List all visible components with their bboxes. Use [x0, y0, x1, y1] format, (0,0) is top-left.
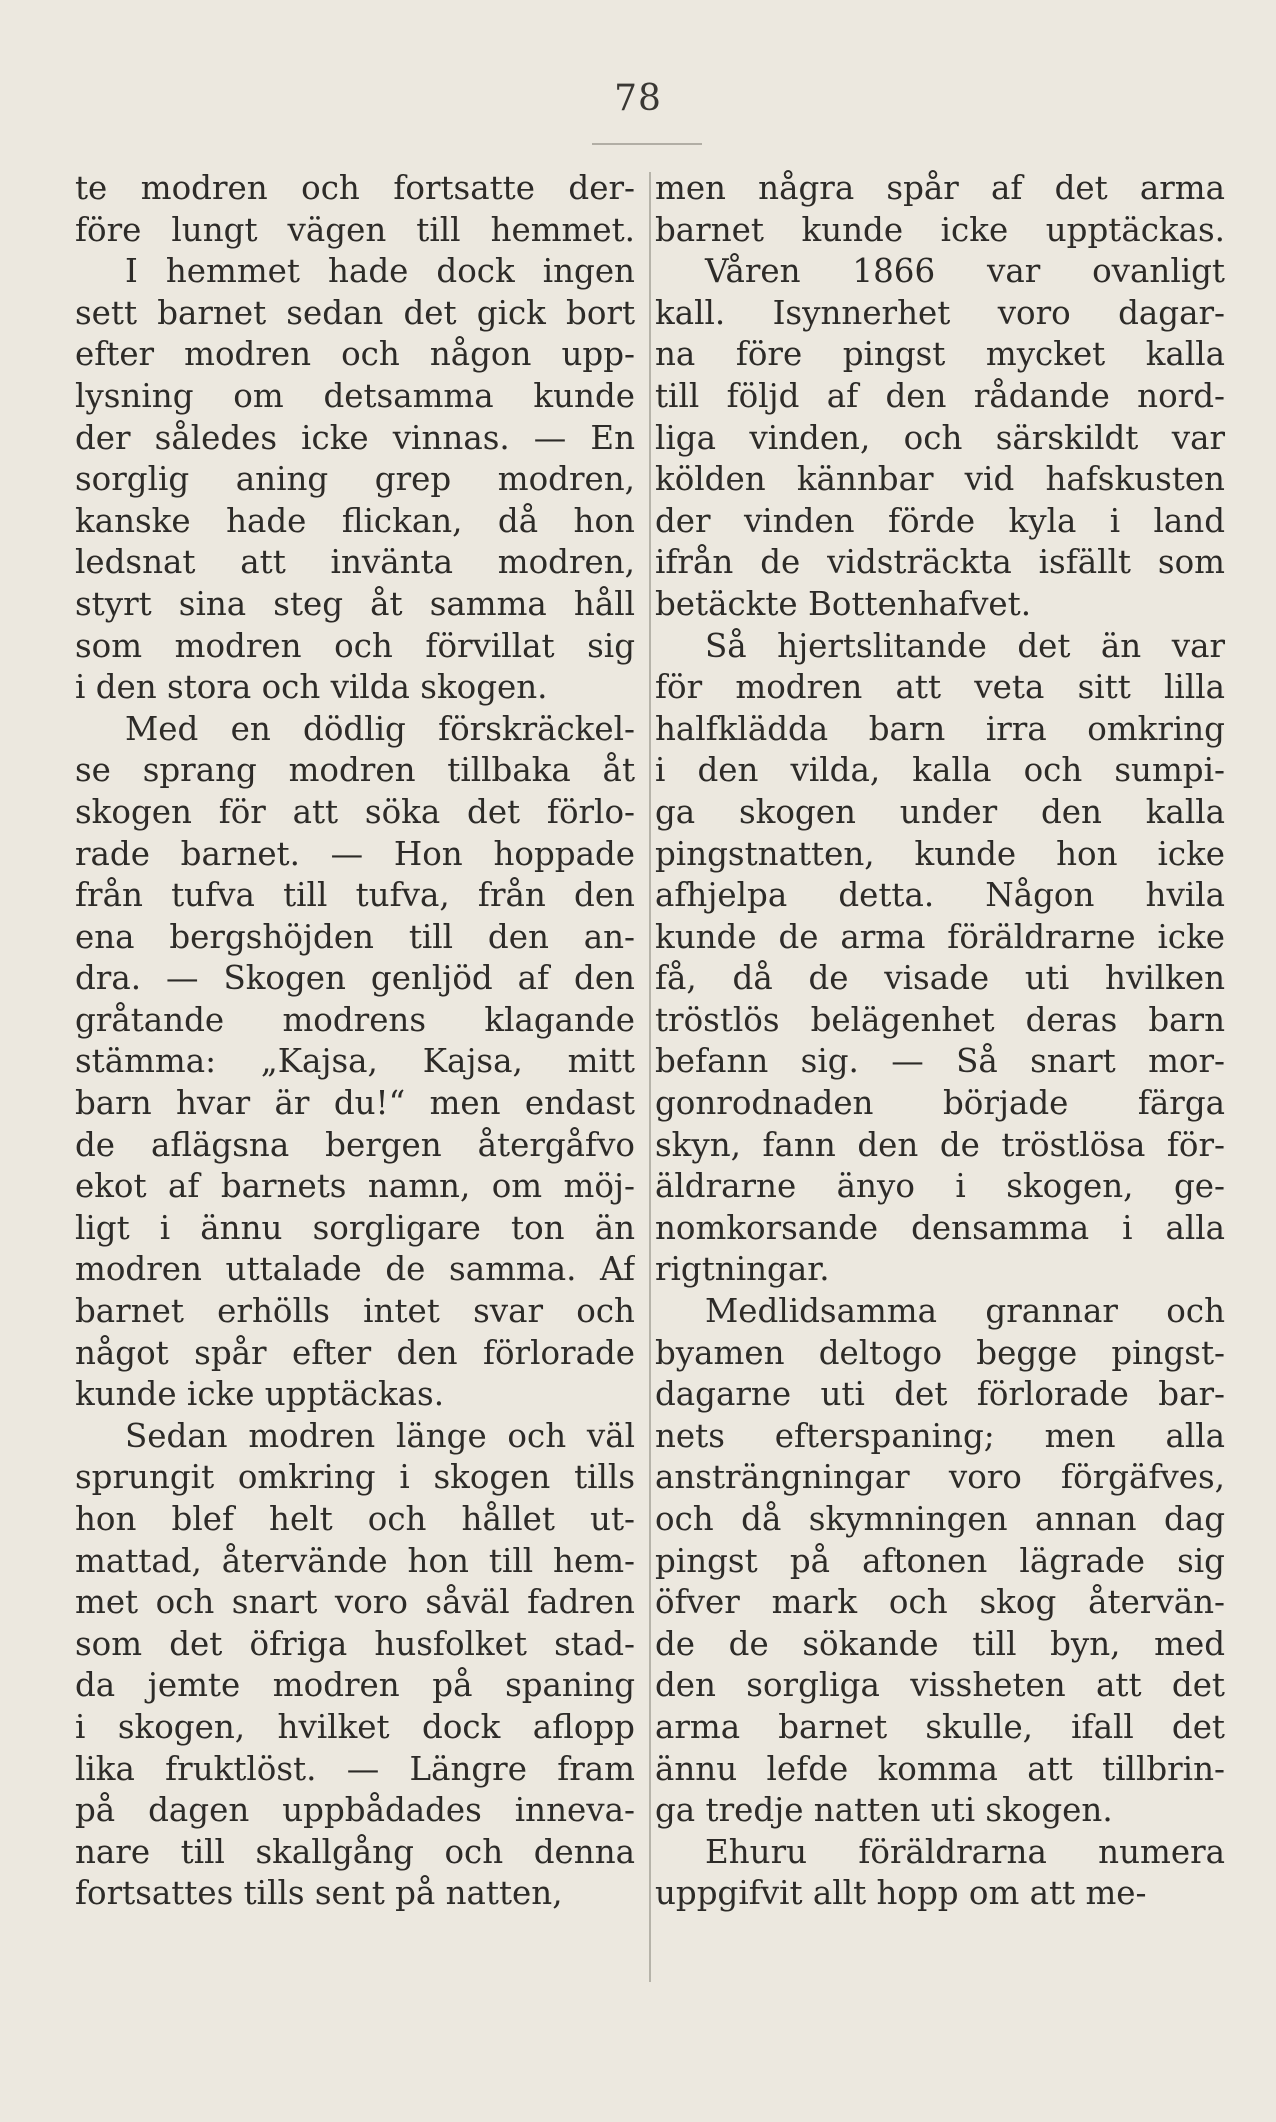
text-line: der således icke vinnas. — En — [75, 418, 635, 457]
text-line: i skogen, hvilket dock aflopp — [75, 1707, 635, 1746]
text-line: kall. Isynnerhet voro dagar- — [655, 293, 1225, 332]
text-line: äldrarne änyo i skogen, ge- — [655, 1167, 1225, 1206]
text-line: betäckte Bottenhafvet. — [655, 584, 1032, 623]
text-line: till följd af den rådande nord- — [655, 376, 1225, 415]
text-line: barnet erhölls intet svar och — [75, 1292, 635, 1331]
text-line: skyn, fann den de tröstlösa för- — [655, 1125, 1225, 1164]
text-line: Medlidsamma grannar och — [705, 1292, 1225, 1331]
text-line: der vinden förde kyla i land — [655, 501, 1225, 540]
text-line: sett barnet sedan det gick bort — [75, 293, 635, 332]
text-line: styrt sina steg åt samma håll — [75, 584, 635, 623]
text-line: nomkorsande densamma i alla — [655, 1208, 1225, 1247]
text-line: hon blef helt och hållet ut- — [75, 1500, 635, 1538]
text-line: dra. — Skogen genljöd af den — [75, 959, 635, 998]
text-line: före lungt vägen till hemmet. — [75, 210, 635, 249]
text-line: ena bergshöjden till den an- — [75, 917, 635, 956]
text-line: uppgifvit allt hopp om att me- — [655, 1874, 1147, 1913]
text-line: Ehuru föräldrarna numera — [705, 1832, 1225, 1871]
text-line: ekot af barnets namn, om möj- — [75, 1167, 635, 1206]
text-line: kunde icke upptäckas. — [75, 1375, 445, 1414]
text-line: nare till skallgång och denna — [75, 1832, 635, 1871]
text-line: sprungit omkring i skogen tills — [75, 1458, 635, 1497]
page-number: 78 — [614, 78, 662, 119]
text-line: I hemmet hade dock ingen — [125, 252, 635, 291]
text-line: kanske hade flickan, då hon — [75, 501, 635, 540]
text-line: de de sökande till byn, med — [655, 1624, 1225, 1663]
text-line: ännu lefde komma att tillbrin- — [655, 1749, 1225, 1788]
text-line: te modren och fortsatte der- — [75, 169, 635, 207]
text-line: något spår efter den förlorade — [75, 1333, 635, 1372]
text-line: öfver mark och skog återvän- — [655, 1583, 1225, 1622]
text-line: som det öfriga husfolket stad- — [75, 1624, 635, 1663]
text-line: ledsnat att invänta modren, — [75, 543, 635, 582]
text-line: lysning om detsamma kunde — [75, 376, 635, 415]
text-line: rigtningar. — [655, 1250, 830, 1289]
text-line: få, då de visade uti hvilken — [655, 959, 1225, 998]
text-line: Sedan modren länge och väl — [125, 1416, 635, 1455]
text-line: på dagen uppbådades inneva- — [75, 1791, 635, 1830]
text-line: tröstlös belägenhet deras barn — [655, 1000, 1225, 1039]
column-divider — [649, 172, 651, 1982]
text-line: kunde de arma föräldrarne icke — [655, 917, 1225, 956]
text-line: den sorgliga vissheten att det — [655, 1666, 1225, 1705]
text-line: nets efterspaning; men alla — [655, 1416, 1225, 1455]
text-line: gråtande modrens klagande — [75, 1000, 635, 1039]
text-line: met och snart voro såväl fadren — [75, 1583, 635, 1622]
text-line: barnet kunde icke upptäckas. — [655, 210, 1225, 249]
text-line: i den stora och vilda skogen. — [75, 668, 548, 707]
text-line: halfklädda barn irra omkring — [655, 709, 1225, 748]
text-line: arma barnet skulle, ifall det — [655, 1707, 1225, 1746]
text-line: Så hjertslitande det än var — [705, 626, 1225, 665]
text-line: sorglig aning grep modren, — [75, 460, 635, 499]
text-line: rade barnet. — Hon hoppade — [75, 834, 635, 873]
text-line: Med en dödlig förskräckel- — [125, 709, 635, 748]
text-line: pingst på aftonen lägrade sig — [655, 1541, 1225, 1580]
text-line: ansträngningar voro förgäfves, — [655, 1458, 1225, 1497]
text-line: från tufva till tufva, från den — [75, 876, 635, 915]
text-line: afhjelpa detta. Någon hvila — [655, 876, 1225, 915]
text-line: da jemte modren på spaning — [75, 1666, 635, 1705]
text-line: lika fruktlöst. — Längre fram — [75, 1749, 635, 1788]
text-line: efter modren och någon upp- — [75, 335, 635, 374]
left-text-column — [75, 168, 635, 1915]
text-line: ifrån de vidsträckta isfällt som — [655, 543, 1225, 582]
text-line: fortsattes tills sent på natten, — [75, 1874, 563, 1913]
text-line: mattad, återvände hon till hem- — [75, 1541, 635, 1580]
text-line: kölden kännbar vid hafskusten — [655, 460, 1225, 499]
text-line: gonrodnaden började färga — [655, 1084, 1225, 1123]
text-line: befann sig. — Så snart mor- — [655, 1042, 1225, 1081]
text-line: dagarne uti det förlorade bar- — [655, 1375, 1225, 1414]
text-line: se sprang modren tillbaka åt — [75, 751, 635, 790]
text-line: modren uttalade de samma. Af — [75, 1250, 635, 1289]
text-line: stämma: „Kajsa, Kajsa, mitt — [75, 1042, 635, 1081]
text-line: liga vinden, och särskildt var — [655, 418, 1225, 457]
text-line: pingstnatten, kunde hon icke — [655, 834, 1225, 873]
header-rule — [592, 143, 702, 145]
text-line: skogen för att söka det förlo- — [75, 792, 635, 831]
text-line: som modren och förvillat sig — [75, 626, 635, 665]
right-text-column — [655, 168, 1225, 1915]
text-line: ga skogen under den kalla — [655, 792, 1225, 831]
text-line: men några spår af det arma — [655, 169, 1225, 207]
text-line: de aflägsna bergen återgåfvo — [75, 1125, 635, 1164]
text-line: barn hvar är du!“ men endast — [75, 1084, 635, 1123]
text-line: ga tredje natten uti skogen. — [655, 1791, 1113, 1830]
text-line: för modren att veta sitt lilla — [655, 668, 1225, 707]
text-line: ligt i ännu sorgligare ton än — [75, 1208, 635, 1247]
text-line: byamen deltogo begge pingst- — [655, 1333, 1225, 1372]
text-line: och då skymningen annan dag — [655, 1500, 1225, 1538]
text-line: i den vilda, kalla och sumpi- — [655, 751, 1225, 790]
text-line: Våren 1866 var ovanligt — [705, 252, 1225, 291]
text-line: na före pingst mycket kalla — [655, 335, 1225, 374]
